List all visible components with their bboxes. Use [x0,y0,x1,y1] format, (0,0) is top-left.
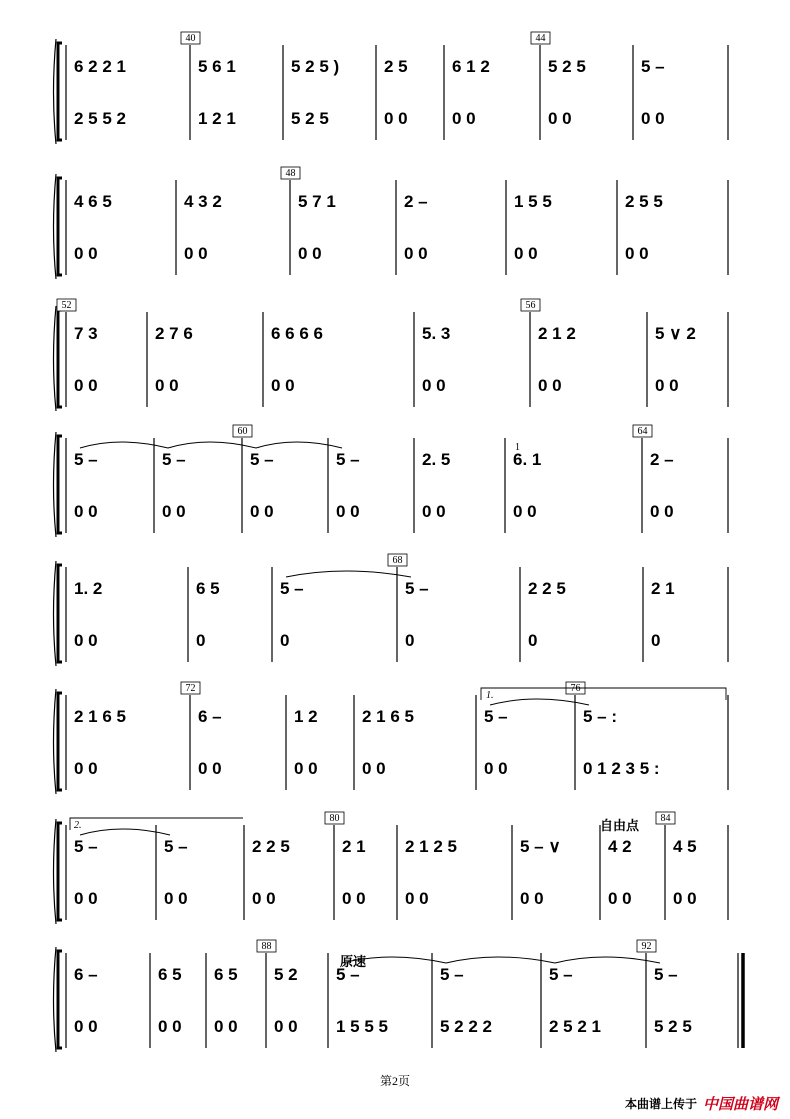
measure-number: 72 [185,683,196,694]
melody-notes: 6 5 [196,579,220,598]
melody-notes: 6 2 2 1 [74,57,126,76]
system-brace [54,819,57,924]
accompaniment-notes: 0 0 [655,376,679,395]
measure-number: 60 [237,426,248,437]
measure [513,450,541,521]
melody-notes: 5 – [336,450,360,469]
measure-number: 68 [392,555,403,566]
measure-number: 80 [329,813,340,824]
measure [336,450,360,521]
accompaniment-notes: 0 0 [625,244,649,263]
upload-credit [625,1093,778,1114]
accompaniment-notes: 0 0 [164,889,188,908]
measure [528,579,566,650]
measure [336,965,388,1036]
accompaniment-notes: 0 0 [184,244,208,263]
system-brace [54,174,57,279]
melody-notes: 5 – [440,965,464,984]
melody-notes: 5 2 5 ) [291,57,340,76]
melody-notes: 4 6 5 [74,192,112,211]
tie [555,957,660,963]
measure [164,837,188,908]
melody-notes: 1 2 [294,707,318,726]
melody-notes: 5 – [484,707,508,726]
accompaniment-notes: 5 2 5 [654,1017,692,1036]
accompaniment-notes: 0 0 [158,1017,182,1036]
accompaniment-notes: 0 0 [74,889,98,908]
accompaniment-notes: 0 0 [336,502,360,521]
accompaniment-notes: 0 0 [271,376,295,395]
melody-notes: 5 – [654,965,678,984]
accompaniment-notes: 0 0 [214,1017,238,1036]
measure [405,837,457,908]
melody-notes: 2 1 6 5 [74,707,126,726]
system-bracket [58,693,62,790]
melody-notes: 4 2 [608,837,632,856]
melody-notes: 2 5 [384,57,408,76]
measure [294,707,318,778]
melody-notes: 2 1 [342,837,366,856]
melody-notes: 5 – [549,965,573,984]
measure [74,707,126,778]
melody-notes: 4 5 [673,837,697,856]
melody-notes: 5 – [164,837,188,856]
measure [181,32,236,128]
melody-notes: 5 ∨ 2 [655,324,696,343]
accompaniment-notes: 0 [196,631,206,650]
accompaniment-notes: 0 0 [422,376,446,395]
accompaniment-notes: 0 0 [155,376,179,395]
melody-notes: 2 – [650,450,674,469]
measure [566,682,660,778]
measure [655,324,696,395]
measure-number: 92 [641,941,652,952]
measure-number: 44 [535,33,546,44]
measure-number: 88 [261,941,272,952]
accompaniment-notes: 0 [280,631,290,650]
accompaniment-notes: 0 [651,631,661,650]
melody-notes: 6 – [74,965,98,984]
system-brace [54,432,57,537]
tie [80,442,168,448]
melody-notes: 5 2 5 [548,57,586,76]
accompaniment-notes: 2 5 2 1 [549,1017,601,1036]
measure-number: 84 [660,813,671,824]
measure [280,579,304,650]
measure [281,167,336,263]
melody-notes: 2 1 6 5 [362,707,414,726]
measure [641,57,665,128]
melody-notes: 2. 5 [422,450,451,469]
melody-notes: 5 – [280,579,304,598]
accompaniment-notes: 0 1 2 3 5 : [583,759,660,778]
measure [252,837,290,908]
measure [74,192,112,263]
measure [74,57,126,128]
accompaniment-notes: 5 2 2 2 [440,1017,492,1036]
melody-notes: 6 6 6 6 [271,324,323,343]
melody-notes: 2 1 2 [538,324,576,343]
melody-notes: 5 – [162,450,186,469]
accompaniment-notes: 1 2 1 [198,109,236,128]
accompaniment-notes: 0 0 [362,759,386,778]
melody-notes: 4 3 2 [184,192,222,211]
melody-notes: 5 – [405,579,429,598]
accompaniment-notes: 0 0 [162,502,186,521]
accompaniment-notes: 0 0 [422,502,446,521]
system-bracket [58,43,62,140]
accompaniment-notes: 0 0 [548,109,572,128]
accompaniment-notes: 0 0 [298,244,322,263]
accompaniment-notes: 0 0 [74,759,98,778]
measure [184,192,222,263]
system-6 [54,682,729,794]
melody-notes: 5 7 1 [298,192,336,211]
accompaniment-notes: 0 0 [74,244,98,263]
system-brace [54,561,57,666]
measure [608,837,632,908]
measure [57,299,98,395]
melody-notes: 5 – [336,965,360,984]
melody-notes: 6 – [198,707,222,726]
measure-number: 40 [185,33,196,44]
accompaniment-notes: 0 0 [484,759,508,778]
melody-notes: 5 – [250,450,274,469]
measure [74,450,98,521]
melody-notes: 2 2 5 [252,837,290,856]
measure [452,57,490,128]
accompaniment-notes: 0 0 [513,502,537,521]
melody-notes: 2 – [404,192,428,211]
melody-notes: 5 – [641,57,665,76]
melody-notes: 2 2 5 [528,579,566,598]
system-bracket [58,565,62,662]
accompaniment-notes: 0 0 [294,759,318,778]
measure [651,579,675,650]
accompaniment-notes: 0 0 [514,244,538,263]
system-brace [54,39,57,144]
accompaniment-notes: 0 0 [520,889,544,908]
system-bracket [58,823,62,920]
system-5 [54,554,729,666]
measure [422,324,450,395]
measure [514,192,552,263]
measure [520,837,561,908]
melody-notes: 7 3 [74,324,98,343]
tie [446,957,555,963]
melody-notes: 5 – ∨ [520,837,561,856]
tie [256,442,342,448]
measure [637,940,692,1036]
accompaniment-notes: 0 0 [608,889,632,908]
a-tempo-marking: 原速 [340,954,367,969]
measure [384,57,408,128]
melody-notes: 1. 2 [74,579,103,598]
tie [490,699,589,705]
accompaniment-notes: 0 0 [250,502,274,521]
accompaniment-notes: 0 0 [405,889,429,908]
page-number: 第2页 [379,1074,410,1088]
measure [271,324,323,395]
tie [286,571,411,577]
melody-notes: 5 – [74,837,98,856]
accompaniment-notes: 0 0 [641,109,665,128]
grace-note: 1 [515,442,520,453]
melody-notes: 5 – : [583,707,618,726]
upload-credit-text: 本曲谱上传于 [624,1097,697,1111]
accompaniment-notes: 0 0 [673,889,697,908]
accompaniment-notes: 0 0 [404,244,428,263]
measure [196,579,220,650]
melody-notes: 6 5 [214,965,238,984]
accompaniment-notes: 0 0 [384,109,408,128]
accompaniment-notes: 0 0 [538,376,562,395]
measure [162,450,186,521]
melody-notes: 2 1 2 5 [405,837,457,856]
measure-number: 48 [285,168,296,179]
measure [181,682,222,778]
measure [656,812,697,908]
measure [74,965,98,1036]
measure-number: 56 [525,300,536,311]
system-brace [54,947,57,1052]
measure [214,965,238,1036]
measure [388,554,429,650]
accompaniment-notes: 0 0 [274,1017,298,1036]
melody-notes: 6. 1 [513,450,542,469]
accompaniment-notes: 1 5 5 5 [336,1017,388,1036]
measure [521,299,576,395]
accompaniment-notes: 0 0 [452,109,476,128]
measure [484,707,508,778]
accompaniment-notes: 0 0 [74,631,98,650]
measure [325,812,366,908]
tie [168,442,256,448]
melody-notes: 5 6 1 [198,57,236,76]
accompaniment-notes: 0 [405,631,415,650]
measure [155,324,193,395]
measure [233,425,274,521]
accompaniment-notes: 0 0 [74,502,98,521]
accompaniment-notes: 0 0 [252,889,276,908]
accompaniment-notes: 0 0 [342,889,366,908]
measure-number: 52 [61,300,72,311]
measure [362,707,414,778]
system-1 [54,32,729,144]
accompaniment-notes: 5 2 5 [291,109,329,128]
accompaniment-notes: 0 0 [650,502,674,521]
measure [633,425,674,521]
measure-number: 64 [637,426,648,437]
accompaniment-notes: 2 5 5 2 [74,109,126,128]
system-brace [54,306,57,411]
measure [74,579,102,650]
system-4 [54,425,729,537]
measure [440,965,492,1036]
melody-notes: 2 7 6 [155,324,193,343]
system-bracket [58,951,62,1048]
accompaniment-notes: 0 0 [74,1017,98,1036]
accompaniment-notes: 0 0 [198,759,222,778]
accompaniment-notes: 0 [528,631,538,650]
melody-notes: 6 5 [158,965,182,984]
system-bracket [58,310,62,407]
measure [422,450,450,521]
melody-notes: 2 5 5 [625,192,663,211]
melody-notes: 5. 3 [422,324,451,343]
measure-number: 76 [570,683,581,694]
ad-lib-marking: 自由点 [600,818,640,833]
system-bracket [58,436,62,533]
melody-notes: 5 – [74,450,98,469]
melody-notes: 5 2 [274,965,298,984]
system-3 [54,299,729,411]
melody-notes: 6 1 2 [452,57,490,76]
first-ending-label: 1. [486,690,494,701]
accompaniment-notes: 0 0 [74,376,98,395]
first-ending-bracket [481,688,726,700]
system-bracket [58,178,62,275]
measure [531,32,586,128]
second-ending-label: 2. [74,820,82,831]
system-8 [54,940,744,1052]
measure [257,940,298,1036]
system-brace [54,689,57,794]
melody-notes: 2 1 [651,579,675,598]
measure [291,57,339,128]
melody-notes: 1 5 5 [514,192,552,211]
site-logo[interactable]: 中国曲谱网 [702,1096,778,1113]
measure [625,192,663,263]
system-2 [54,167,729,279]
measure [158,965,182,1036]
measure [404,192,428,263]
measure [549,965,601,1036]
measure [74,837,98,908]
